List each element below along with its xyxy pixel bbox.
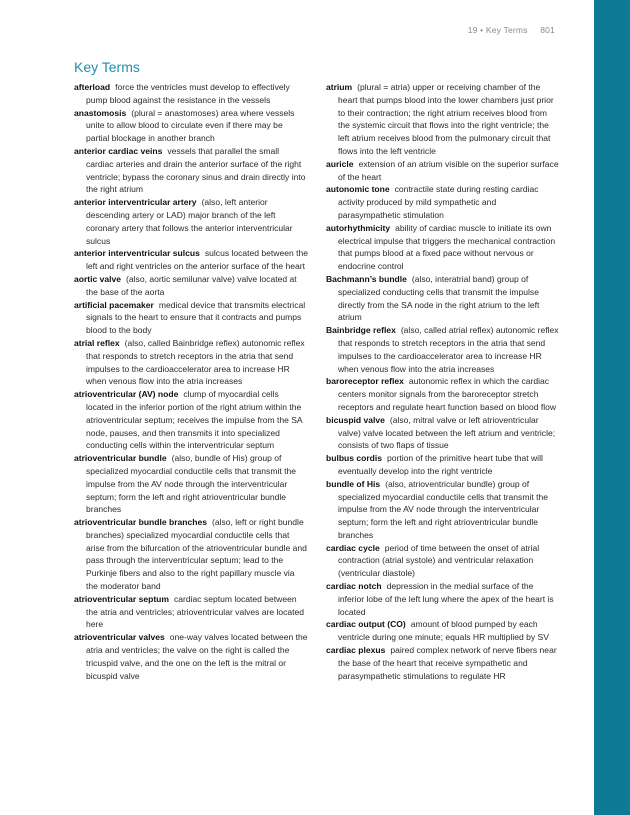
glossary-definition: (also, atrioventricular bundle) group of specialized myocardial conductile cells that transmit the impulse from the AV node through the interventricular septum; form the left and right atrioventricular bundle branches [338, 478, 548, 540]
glossary-entry [326, 158, 560, 184]
glossary-term: atrioventricular bundle branches [74, 517, 207, 528]
glossary-term: Bainbridge reflex [326, 325, 396, 336]
glossary-entry [74, 81, 308, 107]
glossary-term: cardiac output (CO) [326, 619, 406, 630]
glossary-entry [74, 107, 308, 145]
page-number: 801 [540, 25, 555, 35]
glossary-definition: (also, called Bainbridge reflex) autonomic reflex that responds to stretch receptors in the atria that send impulses to the cardioaccelerator area to increase HR when venous flow into the atria increases [86, 337, 305, 387]
running-head-title: 19 • Key Terms [467, 25, 528, 35]
glossary-term: cardiac cycle [326, 542, 380, 553]
glossary-entry [326, 375, 560, 413]
glossary-entry [326, 618, 560, 644]
glossary-definition: portion of the primitive heart tube that will eventually develop into the right ventricle [338, 453, 543, 476]
glossary-term: atrioventricular (AV) node [74, 389, 179, 400]
glossary-entry [74, 593, 308, 631]
glossary-right-column [326, 81, 560, 682]
glossary-term: bulbus cordis [326, 453, 383, 464]
glossary-entry [74, 337, 308, 388]
glossary-entry [326, 580, 560, 618]
glossary-definition: ability of cardiac muscle to initiate its own electrical impulse that triggers the mechanical contraction that pumps blood at a fixed pace without nervous or endocrine control [338, 222, 556, 272]
glossary-term: anterior interventricular sulcus [74, 248, 200, 259]
glossary-definition: autonomic reflex in which the cardiac centers monitor signals from the baroreceptor stretch receptors and regulate heart function based on blood flow [338, 376, 557, 412]
glossary-definition: extension of an atrium visible on the superior surface of the heart [338, 158, 559, 182]
glossary-entry [74, 273, 308, 299]
glossary-term: baroreceptor reflex [326, 376, 404, 387]
glossary-definition: cardiac septum located between the atria and ventricles; atrioventricular valves are located here [86, 593, 305, 630]
glossary-left-column [74, 81, 308, 682]
glossary-entry [326, 273, 560, 324]
glossary-term: cardiac notch [326, 581, 382, 592]
glossary-entry [326, 183, 560, 221]
glossary-definition: (plural = atria) upper or receiving chamber of the heart that pumps blood into the lower chambers just prior to their contraction; the right atrium receives blood from the systemic circuit that flows into the right ventricle; the left atrium receives blood from the pulmonary circuit that flows into the left ventricle [338, 82, 554, 156]
glossary-term: autorhythmicity [326, 222, 391, 233]
section-title: Key Terms [74, 59, 140, 75]
glossary-term: atrioventricular septum [74, 593, 169, 604]
glossary-definition: medical device that transmits electrical signals to the heart to ensure that it contracts and pumps blood to the body [86, 299, 306, 336]
glossary-term: bundle of His [326, 478, 381, 489]
glossary-term: atrioventricular valves [74, 632, 165, 643]
glossary-term: cardiac plexus [326, 645, 386, 656]
glossary-definition: paired complex network of nerve fibers near the base of the heart that receive sympathetic and parasympathetic stimulations to regulate HR [338, 645, 557, 681]
glossary-entry [74, 516, 308, 593]
glossary-term: Bachmann’s bundle [326, 273, 407, 284]
glossary-entry [326, 478, 560, 542]
glossary-definition: period of time between the onset of atrial contraction (atrial systole) and ventricular relaxation (ventricular diastole) [338, 542, 540, 579]
glossary-term: anterior cardiac veins [74, 145, 163, 156]
glossary-entry [326, 324, 560, 375]
glossary-entry [74, 299, 308, 337]
glossary-definition: (also, called atrial reflex) autonomic reflex that responds to stretch receptors in the atria that send impulses to the cardioaccelerator area to increase HR when venous flow into the atria increases [338, 325, 559, 374]
glossary-term: afterload [74, 82, 111, 92]
glossary-definition: (also, bundle of His) group of specialized myocardial conductile cells that transmit the impulse from the AV node through the interventricular septum; form the left and right atrioventricular bundle branches [86, 453, 296, 515]
glossary-term: bicuspid valve [326, 414, 385, 425]
glossary-entry [74, 247, 308, 273]
glossary-entry [326, 542, 560, 580]
glossary-entry [74, 196, 308, 247]
glossary-term: atrioventricular bundle [74, 453, 167, 464]
glossary-definition: amount of blood pumped by each ventricle during one minute; equals HR multiplied by SV [338, 619, 549, 643]
glossary-term: atrial reflex [74, 337, 120, 348]
glossary-entry [74, 631, 308, 682]
glossary-entry [326, 644, 560, 682]
page-edge-color-bar [594, 0, 630, 815]
glossary-definition: (also, left anterior descending artery or LAD) major branch of the left coronary artery that follows the anterior interventricular sulcus [86, 197, 293, 246]
glossary-definition: clump of myocardial cells located in the inferior portion of the right atrium within the atrioventricular septum; receives the impulse from the SA node, pauses, and then transmits it into specialized conducting cells within the interventricular septum [86, 389, 303, 451]
glossary-entry [74, 388, 308, 452]
glossary-term: auricle [326, 158, 354, 169]
glossary-definition: (also, left or right bundle branches) specialized myocardial conductile cells that arise from the bifurcation of the atrioventricular bundle and pass through the interventricular septum; lead to the Purkinje fibers and also to the right papillary muscle via the moderator band [86, 517, 307, 592]
glossary-definition: vessels that parallel the small cardiac arteries and drain the anterior surface of the right ventricle; bypass the coronary sinus and drain directly into the right atrium [86, 145, 306, 195]
glossary-term: aortic valve [74, 273, 122, 284]
glossary-term: artificial pacemaker [74, 299, 154, 310]
glossary-entry [326, 452, 560, 478]
glossary-definition: (also, mitral valve or left atrioventricular valve) valve located between the left atrium and ventricle; consists of two flaps of tissue [338, 414, 556, 451]
glossary-definition: force the ventricles must develop to effectively pump blood against the resistance in the vessels [86, 82, 290, 105]
glossary-entry [74, 452, 308, 516]
glossary-term: anastomosis [74, 107, 127, 118]
glossary-entry [74, 145, 308, 196]
running-head [468, 25, 555, 35]
glossary-entry [326, 81, 560, 158]
glossary-definition: sulcus located between the left and right ventricles on the anterior surface of the heart [86, 248, 308, 272]
glossary-term: atrium [326, 82, 353, 92]
glossary-definition: contractile state during resting cardiac activity produced by mild sympathetic and parasympathetic stimulation [338, 184, 539, 220]
glossary-definition: (also, aortic semilunar valve) valve located at the base of the aorta [86, 273, 297, 297]
glossary-definition: (also, interatrial band) group of specialized conducting cells that transmit the impulse directly from the SA node in the right atrium to the left atrium [338, 273, 540, 323]
glossary-term: anterior interventricular artery [74, 197, 197, 208]
glossary-entry [326, 222, 560, 273]
glossary-term: autonomic tone [326, 184, 390, 195]
glossary-definition: one-way valves located between the atria and ventricles; the valve on the right is called the tricuspid valve, and the one on the left is the mitral or bicuspid valve [86, 632, 308, 681]
glossary-entry [326, 414, 560, 452]
glossary-definition: depression in the medial surface of the inferior lobe of the left lung where the apex of the heart is located [338, 581, 554, 617]
glossary-definition: (plural = anastomoses) area where vessels unite to allow blood to circulate even if there may be partial blockage in another branch [86, 107, 295, 144]
